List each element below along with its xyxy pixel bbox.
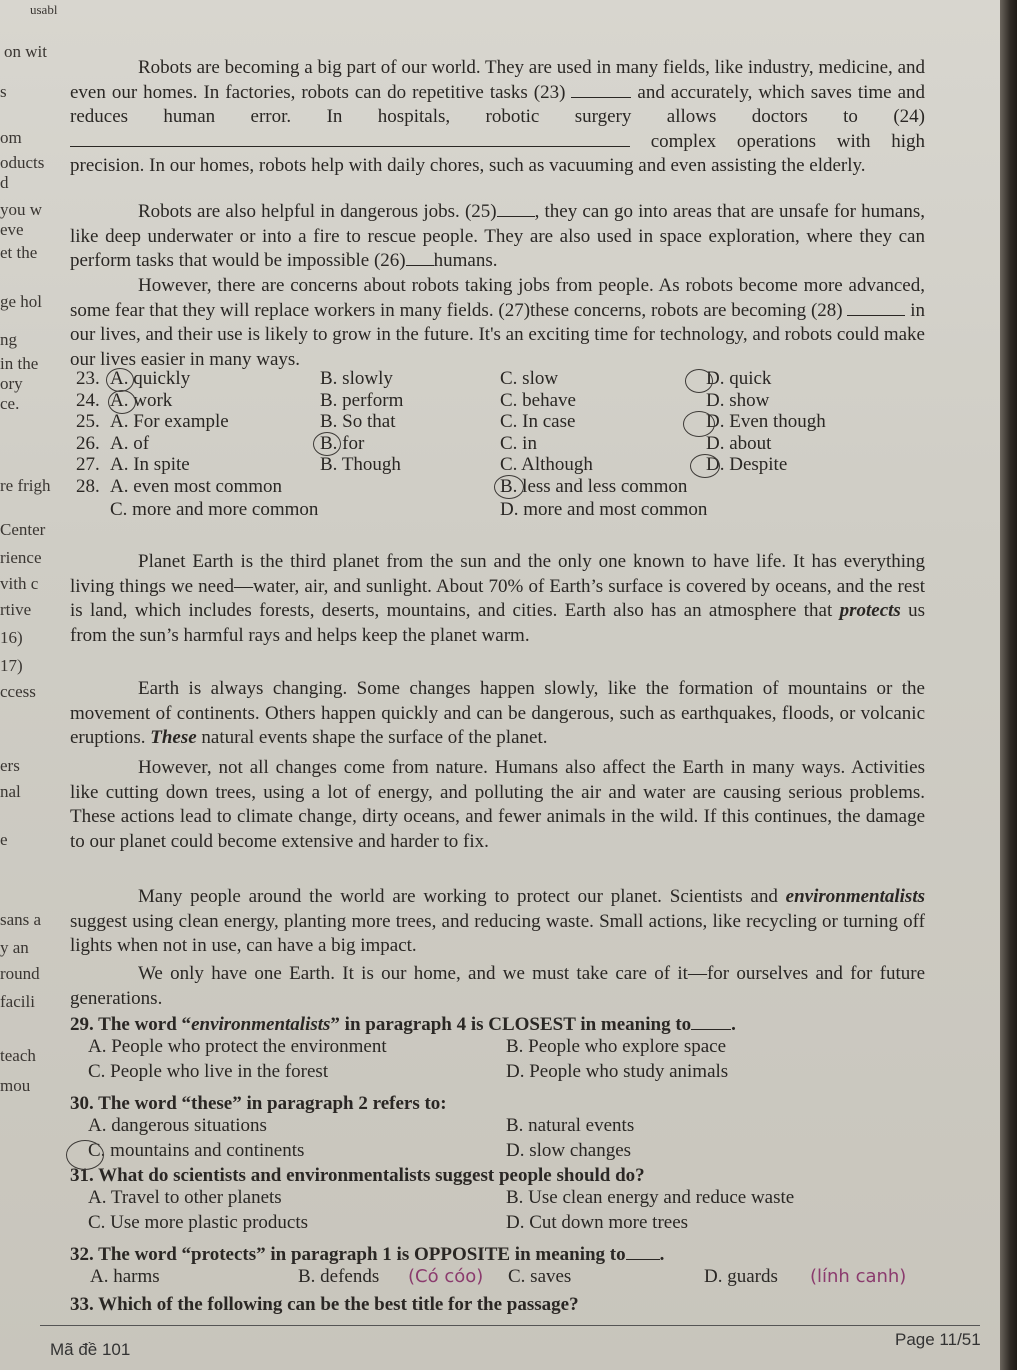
stem-part: . <box>659 1244 665 1265</box>
margin-fragment: teach <box>0 1046 36 1065</box>
option-d[interactable]: D. Cut down more trees <box>506 1212 689 1233</box>
margin-fragment: d <box>0 173 9 192</box>
option-b[interactable]: B. So that <box>320 411 396 432</box>
q29-row2 <box>70 1061 930 1086</box>
question-29 <box>70 1014 930 1086</box>
passage2-text: us from the sun’s harmful rays and helps keep the planet warm. <box>70 600 926 646</box>
option-a[interactable]: A. In spite <box>110 454 190 475</box>
stem-part: ” in paragraph 4 is CLOSEST in meaning to <box>330 1014 692 1035</box>
question-33-stem: 33. Which of the following can be the best title for the passage? <box>70 1294 579 1315</box>
option-a[interactable]: A. harms <box>90 1266 160 1287</box>
passage1-text: in our lives, and their use is likely to grow in the future. It's an exciting time for technology, and robots could make our lives easier in many ways. <box>70 299 926 370</box>
question-number: 26. <box>76 432 100 454</box>
margin-fragment: Center <box>0 520 46 539</box>
option-row-26 <box>70 433 930 455</box>
option-c[interactable]: C. slow <box>500 368 559 389</box>
keyword-these: These <box>150 727 197 748</box>
option-c[interactable]: C. Use more plastic products <box>88 1212 309 1233</box>
passage2-text: natural events shape the surface of the planet. <box>201 727 548 748</box>
q31-row2 <box>70 1212 930 1237</box>
stem-part: 32. The word “protects” in paragraph 1 is OPPOSITE in meaning to <box>70 1244 626 1265</box>
margin-fragment: re frigh <box>0 476 51 495</box>
option-c[interactable]: C. People who live in the forest <box>88 1061 329 1082</box>
option-c[interactable]: C. mountains and continents <box>88 1140 305 1161</box>
passage2-text: However, not all changes come from nature. Humans also affect the Earth in many ways. Activities like cutting down trees, using a lot of energy, and polluting the air and water are causing serious problems. These actions lead to climate change, dirty oceans, and fewer animals in the wild. If this continues, the damage to our planet could become extensive and harder to fix. <box>70 757 925 852</box>
option-c[interactable]: C. more and more common <box>110 499 319 520</box>
option-a[interactable]: A. For example <box>110 411 229 432</box>
answer-mark <box>66 1140 104 1170</box>
passage1-text: Robots are becoming a big part of our world. They are used in many fields, like industry, medicine, and even our homes. In factories, robots can do repetitive tasks (23) <box>70 57 925 103</box>
stem-part: 29. The word “ <box>70 1014 192 1035</box>
option-row-24 <box>70 390 930 412</box>
option-row-28-cont <box>70 499 930 521</box>
passage2-paragraph3 <box>70 756 925 854</box>
question-number: 27. <box>76 454 100 475</box>
answer-mark <box>683 411 715 437</box>
option-row-25 <box>70 411 930 433</box>
margin-fragment: mou <box>0 1076 31 1095</box>
option-b[interactable]: B. Though <box>320 454 401 475</box>
passage1-paragraph3 <box>70 274 925 372</box>
passage1-text: , they can go into areas that are unsafe for humans, like deep underwater or into a fire to rescue people. They are also used in space exploration, where they can perform tasks that would be impossible (26) <box>70 201 925 271</box>
passage2-text: Earth is always changing. Some changes happen slowly, like the formation of mountains or the movement of continents. Others happen quickly and can be dangerous, such as earthquakes, floods, or volcanic eruptions. <box>70 678 925 748</box>
option-d[interactable]: D. Even though <box>706 411 826 432</box>
passage2-paragraph4 <box>70 885 925 959</box>
question-33 <box>70 1294 930 1316</box>
option-d[interactable]: D. about <box>706 432 772 454</box>
left-margin-fragments <box>0 0 64 1370</box>
question-29-stem <box>70 1014 930 1036</box>
margin-fragment: om <box>0 128 22 147</box>
option-c[interactable]: C. Although <box>500 454 593 475</box>
footer-divider <box>40 1325 980 1326</box>
passage1-text: However, there are concerns about robots taking jobs from people. As robots become more advanced, some fear that they will replace workers in many fields. (27)these concerns, robots are becoming (28) <box>70 275 925 321</box>
margin-fragment: oducts <box>0 153 45 172</box>
option-b[interactable]: B. slowly <box>320 368 393 389</box>
stem-keyword: environmentalists <box>191 1014 331 1035</box>
handwritten-note: (lính canh) <box>810 1266 907 1287</box>
keyword-protects: protects <box>839 600 901 621</box>
margin-fragment: in the <box>0 354 39 373</box>
answer-mark <box>494 475 524 499</box>
margin-fragment: ers <box>0 756 20 775</box>
passage2-paragraph1 <box>70 550 925 648</box>
option-row-27 <box>70 454 930 476</box>
margin-fragment: e <box>0 830 8 849</box>
option-a[interactable]: A. even most common <box>110 475 283 497</box>
option-d[interactable]: D. guards <box>704 1266 778 1287</box>
question-31 <box>70 1165 930 1237</box>
answer-mark <box>313 432 341 456</box>
passage1-text: humans. <box>433 250 498 271</box>
exam-code: Mã đề 101 <box>50 1340 131 1359</box>
option-a[interactable]: A. Travel to other planets <box>88 1187 282 1208</box>
passage2-paragraph5 <box>70 962 925 1011</box>
question-32 <box>70 1244 930 1291</box>
margin-fragment: 17) <box>0 656 23 675</box>
page-edge-shadow <box>1000 0 1017 1370</box>
question-31-stem: 31. What do scientists and environmentalists suggest people should do? <box>70 1165 645 1186</box>
answer-mark <box>690 454 720 478</box>
margin-fragment: ng <box>0 330 17 349</box>
option-a[interactable]: A. quickly <box>110 368 191 389</box>
option-c[interactable]: C. In case <box>500 411 576 432</box>
option-b[interactable]: B. defends <box>298 1266 380 1287</box>
option-a[interactable]: A. work <box>110 389 173 411</box>
question-number: 28. <box>76 475 100 497</box>
margin-fragment: nal <box>0 782 21 801</box>
page-number: Page 11/51 <box>895 1330 981 1349</box>
answer-mark <box>106 368 134 392</box>
margin-fragment: usabl <box>30 2 58 17</box>
stem-part: . <box>731 1014 736 1035</box>
question-30 <box>70 1093 930 1165</box>
option-b[interactable]: B. Use clean energy and reduce waste <box>506 1187 795 1208</box>
margin-fragment: round <box>0 964 40 983</box>
question-30-stem: 30. The word “these” in paragraph 2 refers to: <box>70 1093 447 1114</box>
option-b[interactable]: B. People who explore space <box>506 1036 727 1057</box>
margin-fragment: s <box>0 82 7 101</box>
option-a[interactable]: A. of <box>110 432 150 454</box>
option-a[interactable]: A. dangerous situations <box>88 1115 267 1136</box>
margin-fragment: ce. <box>0 394 20 413</box>
margin-fragment: on wit <box>4 42 47 61</box>
question-number: 25. <box>76 411 100 432</box>
option-b[interactable]: B. perform <box>320 389 404 411</box>
option-b[interactable]: B. for <box>320 432 365 454</box>
margin-fragment: 16) <box>0 628 23 647</box>
margin-fragment: rtive <box>0 600 32 619</box>
margin-fragment: sans a <box>0 910 42 929</box>
margin-fragment: y an <box>0 938 29 957</box>
handwritten-note: (Có cóo) <box>408 1266 484 1287</box>
question-number: 23. <box>76 368 100 389</box>
margin-fragment: ge hol <box>0 292 43 311</box>
keyword-environmentalists: environmentalists <box>785 886 925 907</box>
margin-fragment: et the <box>0 243 38 262</box>
margin-fragment: eve <box>0 220 24 239</box>
passage1-text: Robots are also helpful in dangerous jobs. (25) <box>138 201 497 222</box>
option-b[interactable]: B. natural events <box>506 1115 635 1136</box>
option-b[interactable]: B. less and less common <box>500 475 688 497</box>
question-number: 24. <box>76 389 100 411</box>
q30-row1 <box>70 1115 930 1140</box>
option-d[interactable]: D. more and most common <box>500 499 708 520</box>
passage2-text: Many people around the world are working to protect our planet. Scientists and <box>138 886 778 907</box>
margin-fragment: ccess <box>0 682 36 701</box>
margin-fragment: ory <box>0 374 23 393</box>
option-c[interactable]: C. saves <box>508 1266 572 1287</box>
option-c[interactable]: C. in <box>500 432 537 454</box>
answer-mark <box>108 390 136 414</box>
passage1-paragraph1 <box>70 56 925 179</box>
option-row-23 <box>70 368 930 390</box>
passage2-text: Planet Earth is the third planet from the sun and the only one known to have life. It has everything living things we need—water, air, and sunlight. About 70% of Earth’s surface is covered by oceans, and the rest is land, which includes forests, deserts, mountains, and cities. Earth also has an atmosphere that <box>70 551 925 621</box>
option-a[interactable]: A. People who protect the environment <box>88 1036 387 1057</box>
option-d[interactable]: D. quick <box>706 368 772 389</box>
passage1-text: complex operations with high precision. In our homes, robots help with daily chores, such as vacuuming and even assisting the elderly. <box>70 130 925 176</box>
option-d[interactable]: D. slow changes <box>506 1140 632 1161</box>
q29-row1 <box>70 1036 930 1061</box>
margin-fragment: rience <box>0 548 42 567</box>
margin-fragment: you w <box>0 200 43 219</box>
q32-row <box>70 1266 930 1291</box>
passage1-text: and accurately, which saves time and reduces human error. In hospitals, robotic surgery allows doctors to (24) <box>70 81 926 127</box>
option-d[interactable]: D. show <box>706 389 770 411</box>
q30-row2 <box>70 1140 930 1165</box>
question-32-stem <box>70 1244 930 1266</box>
passage1-paragraph2 <box>70 200 925 274</box>
answer-mark <box>685 369 713 393</box>
passage2-paragraph2 <box>70 677 925 751</box>
option-d[interactable]: D. People who study animals <box>506 1061 729 1082</box>
margin-fragment: vith c <box>0 574 39 593</box>
passage2-text: suggest using clean energy, planting more trees, and reducing waste. Small actions, like recycling or turning off lights when not in use, can have a big impact. <box>70 910 925 956</box>
options-23-28 <box>70 368 930 521</box>
option-c[interactable]: C. behave <box>500 389 576 411</box>
option-d[interactable]: D. Despite <box>706 454 788 475</box>
q31-row1 <box>70 1187 930 1212</box>
passage2-text: We only have one Earth. It is our home, and we must take care of it—for ourselves and for future generations. <box>70 963 925 1009</box>
margin-fragment: facili <box>0 992 35 1011</box>
